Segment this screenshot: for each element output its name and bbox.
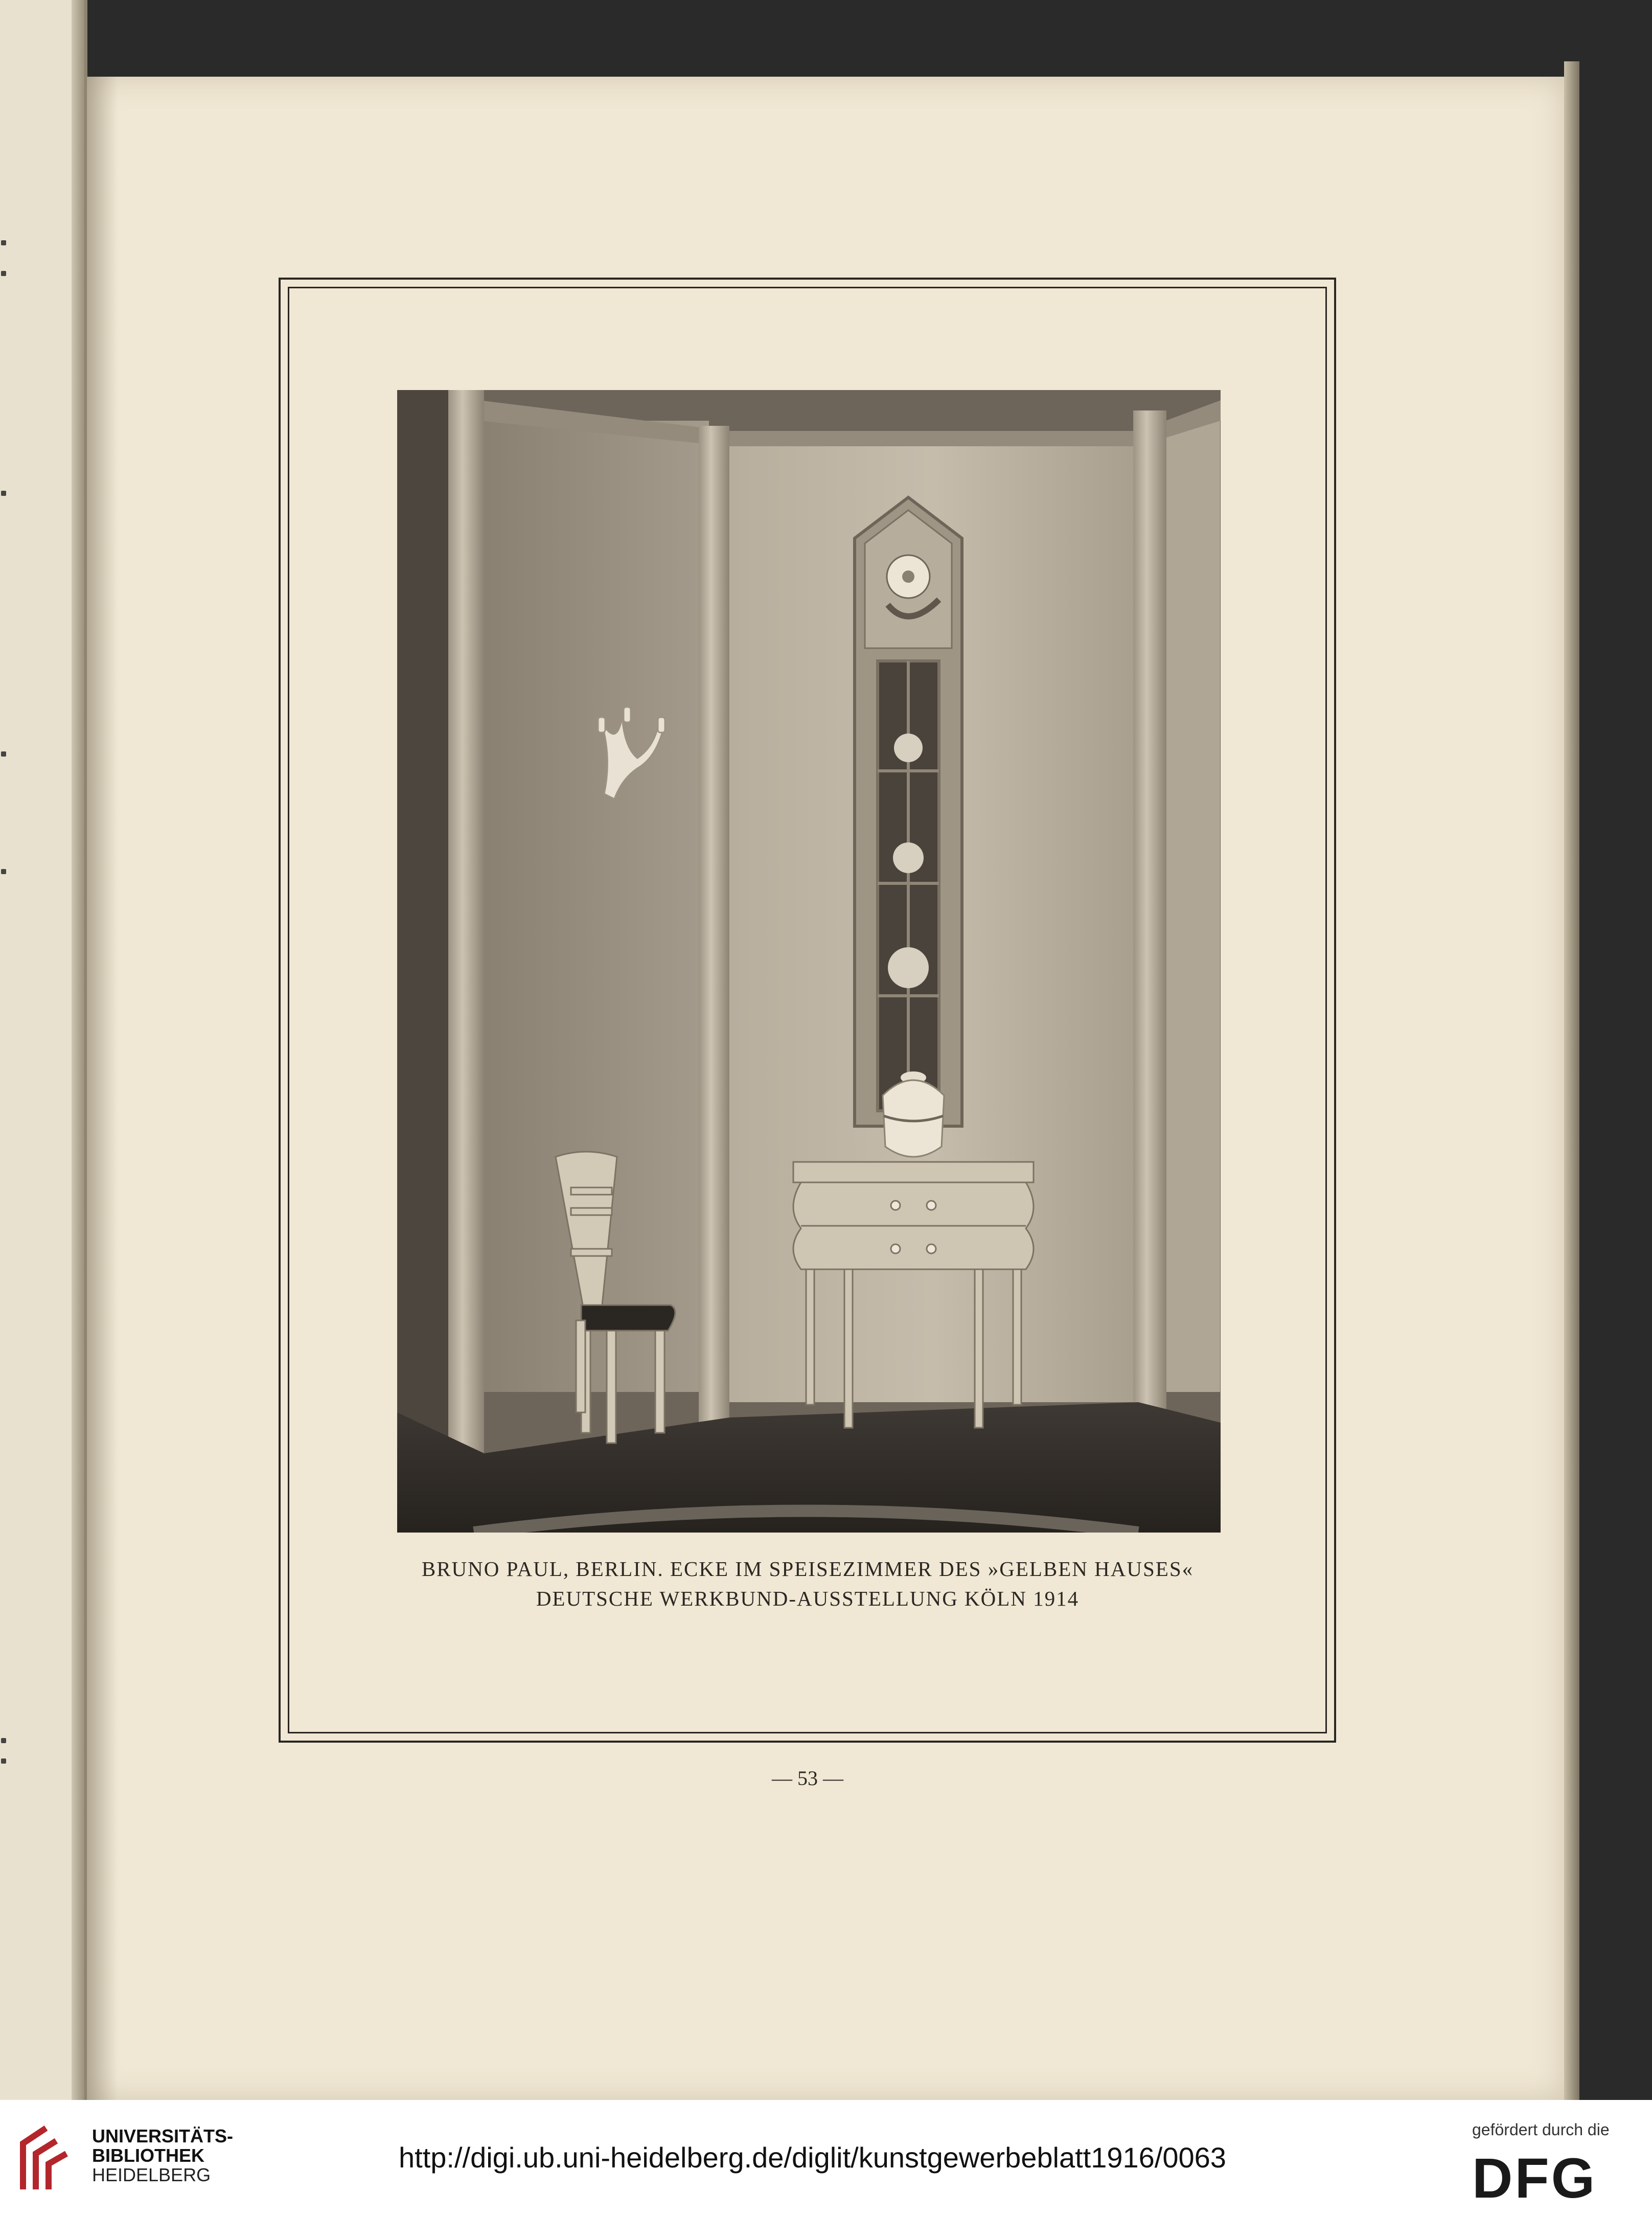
right-page-edge (1564, 61, 1579, 2100)
institution-line-2: BIBLIOTHEK (92, 2145, 204, 2166)
gutter-shadow (87, 77, 118, 2100)
dfg-logo: DFG (1472, 2147, 1597, 2210)
institution-name (92, 2127, 233, 2185)
interior-photograph (397, 390, 1221, 1533)
page-number: — 53 — (772, 1767, 843, 1790)
permalink-url[interactable]: http://digi.ub.uni-heidelberg.de/diglit/kunstgewerbeblatt1916/0063 (399, 2141, 1226, 2174)
plate (888, 947, 929, 988)
university-library-logo-icon (15, 2118, 82, 2195)
institution-line-1: UNIVERSITÄTS- (92, 2126, 234, 2146)
left-page (0, 0, 87, 2100)
caption-line-2: DEUTSCHE WERKBUND-AUSSTELLUNG KÖLN 1914 (536, 1587, 1080, 1610)
right-pillar (1133, 410, 1166, 1428)
photo-caption (286, 1554, 1329, 1613)
left-page-marks (0, 0, 10, 2096)
left-pillar (448, 390, 484, 1453)
institution-line-3: HEIDELBERG (92, 2164, 211, 2185)
left-page-edge (72, 0, 84, 2100)
caption-line-1: BRUNO PAUL, BERLIN. ECKE IM SPEISEZIMMER DES »GELBEN HAUSES« (421, 1557, 1194, 1581)
plate (893, 842, 924, 873)
tall-vitrine (855, 497, 962, 1126)
plate (894, 734, 923, 762)
digitization-footer (0, 2100, 1652, 2216)
funding-note: gefördert durch die (1472, 2120, 1610, 2139)
center-pillar (699, 426, 729, 1428)
